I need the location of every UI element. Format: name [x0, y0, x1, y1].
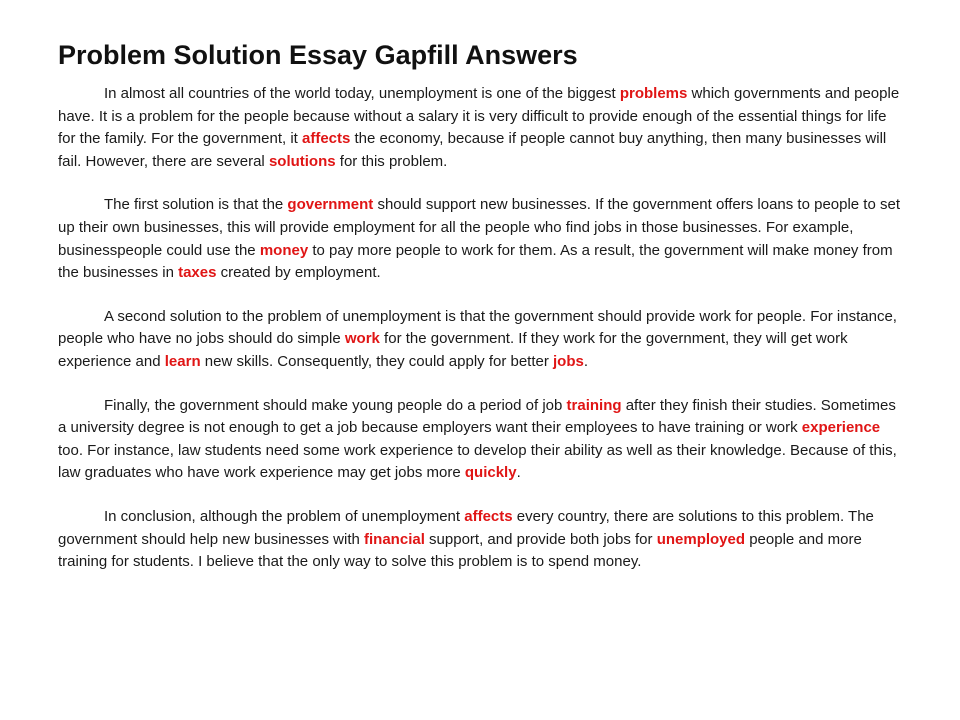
paragraph-text: for this problem. — [335, 152, 448, 170]
gapfill-answer: jobs — [553, 352, 584, 370]
paragraph-text: the economy, because if people cannot buy anything, then many businesses will fail. However, there are several — [58, 130, 887, 170]
gapfill-answer: taxes — [178, 264, 217, 282]
paragraph-text: Finally, the government should make young people do a period of job — [104, 396, 567, 414]
paragraph-text: The first solution is that the — [104, 196, 288, 214]
essay-paragraph — [58, 306, 908, 374]
essay-body — [58, 83, 908, 574]
gapfill-answer: solutions — [268, 152, 336, 170]
gapfill-answer: government — [287, 196, 374, 214]
paragraph-text: after they finish their studies. Sometimes a university degree is not enough to get a job because employers want their employees to have training or work — [58, 396, 896, 437]
paragraph-text: should support new businesses. If the government offers loans to people to set up their own businesses, this will provide employment for all the people who find jobs in those businesses. For example, businesspeople could use the — [58, 196, 900, 259]
paragraph-text: created by employment. — [216, 264, 381, 282]
paragraph-text: In conclusion, although the problem of unemployment — [104, 507, 465, 525]
gapfill-answer: affects — [301, 130, 351, 148]
gapfill-answer: work — [344, 330, 380, 348]
essay-paragraph — [58, 194, 908, 284]
paragraph-text: which governments and people have. It is a problem for the people because without a salary it is very difficult to provide enough of the essential things for life for the family. For the government, it — [58, 85, 900, 148]
paragraph-text: support, and provide both jobs for — [424, 530, 657, 548]
gapfill-answer: quickly — [464, 464, 517, 482]
gapfill-answer: money — [259, 241, 309, 259]
essay-paragraph — [58, 506, 908, 574]
paragraph-text: . — [583, 352, 589, 370]
gapfill-answer: affects — [464, 507, 513, 525]
paragraph-text: too. For instance, law students need some work experience to develop their ability as well as their knowledge. Because of this, law graduates who have work experience may get jobs more — [58, 441, 897, 482]
paragraph-text: In almost all countries of the world today, unemployment is one of the biggest — [104, 85, 620, 102]
gapfill-answer: unemployed — [656, 530, 746, 548]
paragraph-text: every country, there are solutions to this problem. The government should help new businesses with — [58, 507, 874, 548]
paragraph-text: people and more training for students. I believe that the only way to solve this problem is to spend money. — [58, 530, 862, 571]
gapfill-answer: problems — [619, 85, 688, 102]
paragraph-text: A second solution to the problem of unemployment is that the government should provide work for people. For instance, people who have no jobs should do simple — [58, 307, 897, 348]
paragraph-text: . — [516, 464, 521, 482]
paragraph-text: for the government. If they work for the government, they will get work experience and — [58, 330, 848, 370]
essay-paragraph — [58, 83, 908, 173]
gapfill-answer: learn — [164, 352, 201, 370]
page-title: Problem Solution Essay Gapfill Answers — [58, 40, 578, 70]
gapfill-answer: training — [566, 396, 622, 414]
gapfill-answer: experience — [801, 419, 881, 437]
paragraph-text: new skills. Consequently, they could apply for better — [200, 352, 554, 370]
gapfill-answer: financial — [364, 530, 425, 548]
paragraph-text: to pay more people to work for them. As a result, the government will make money from the businesses in — [58, 241, 893, 282]
essay-paragraph — [58, 395, 908, 485]
